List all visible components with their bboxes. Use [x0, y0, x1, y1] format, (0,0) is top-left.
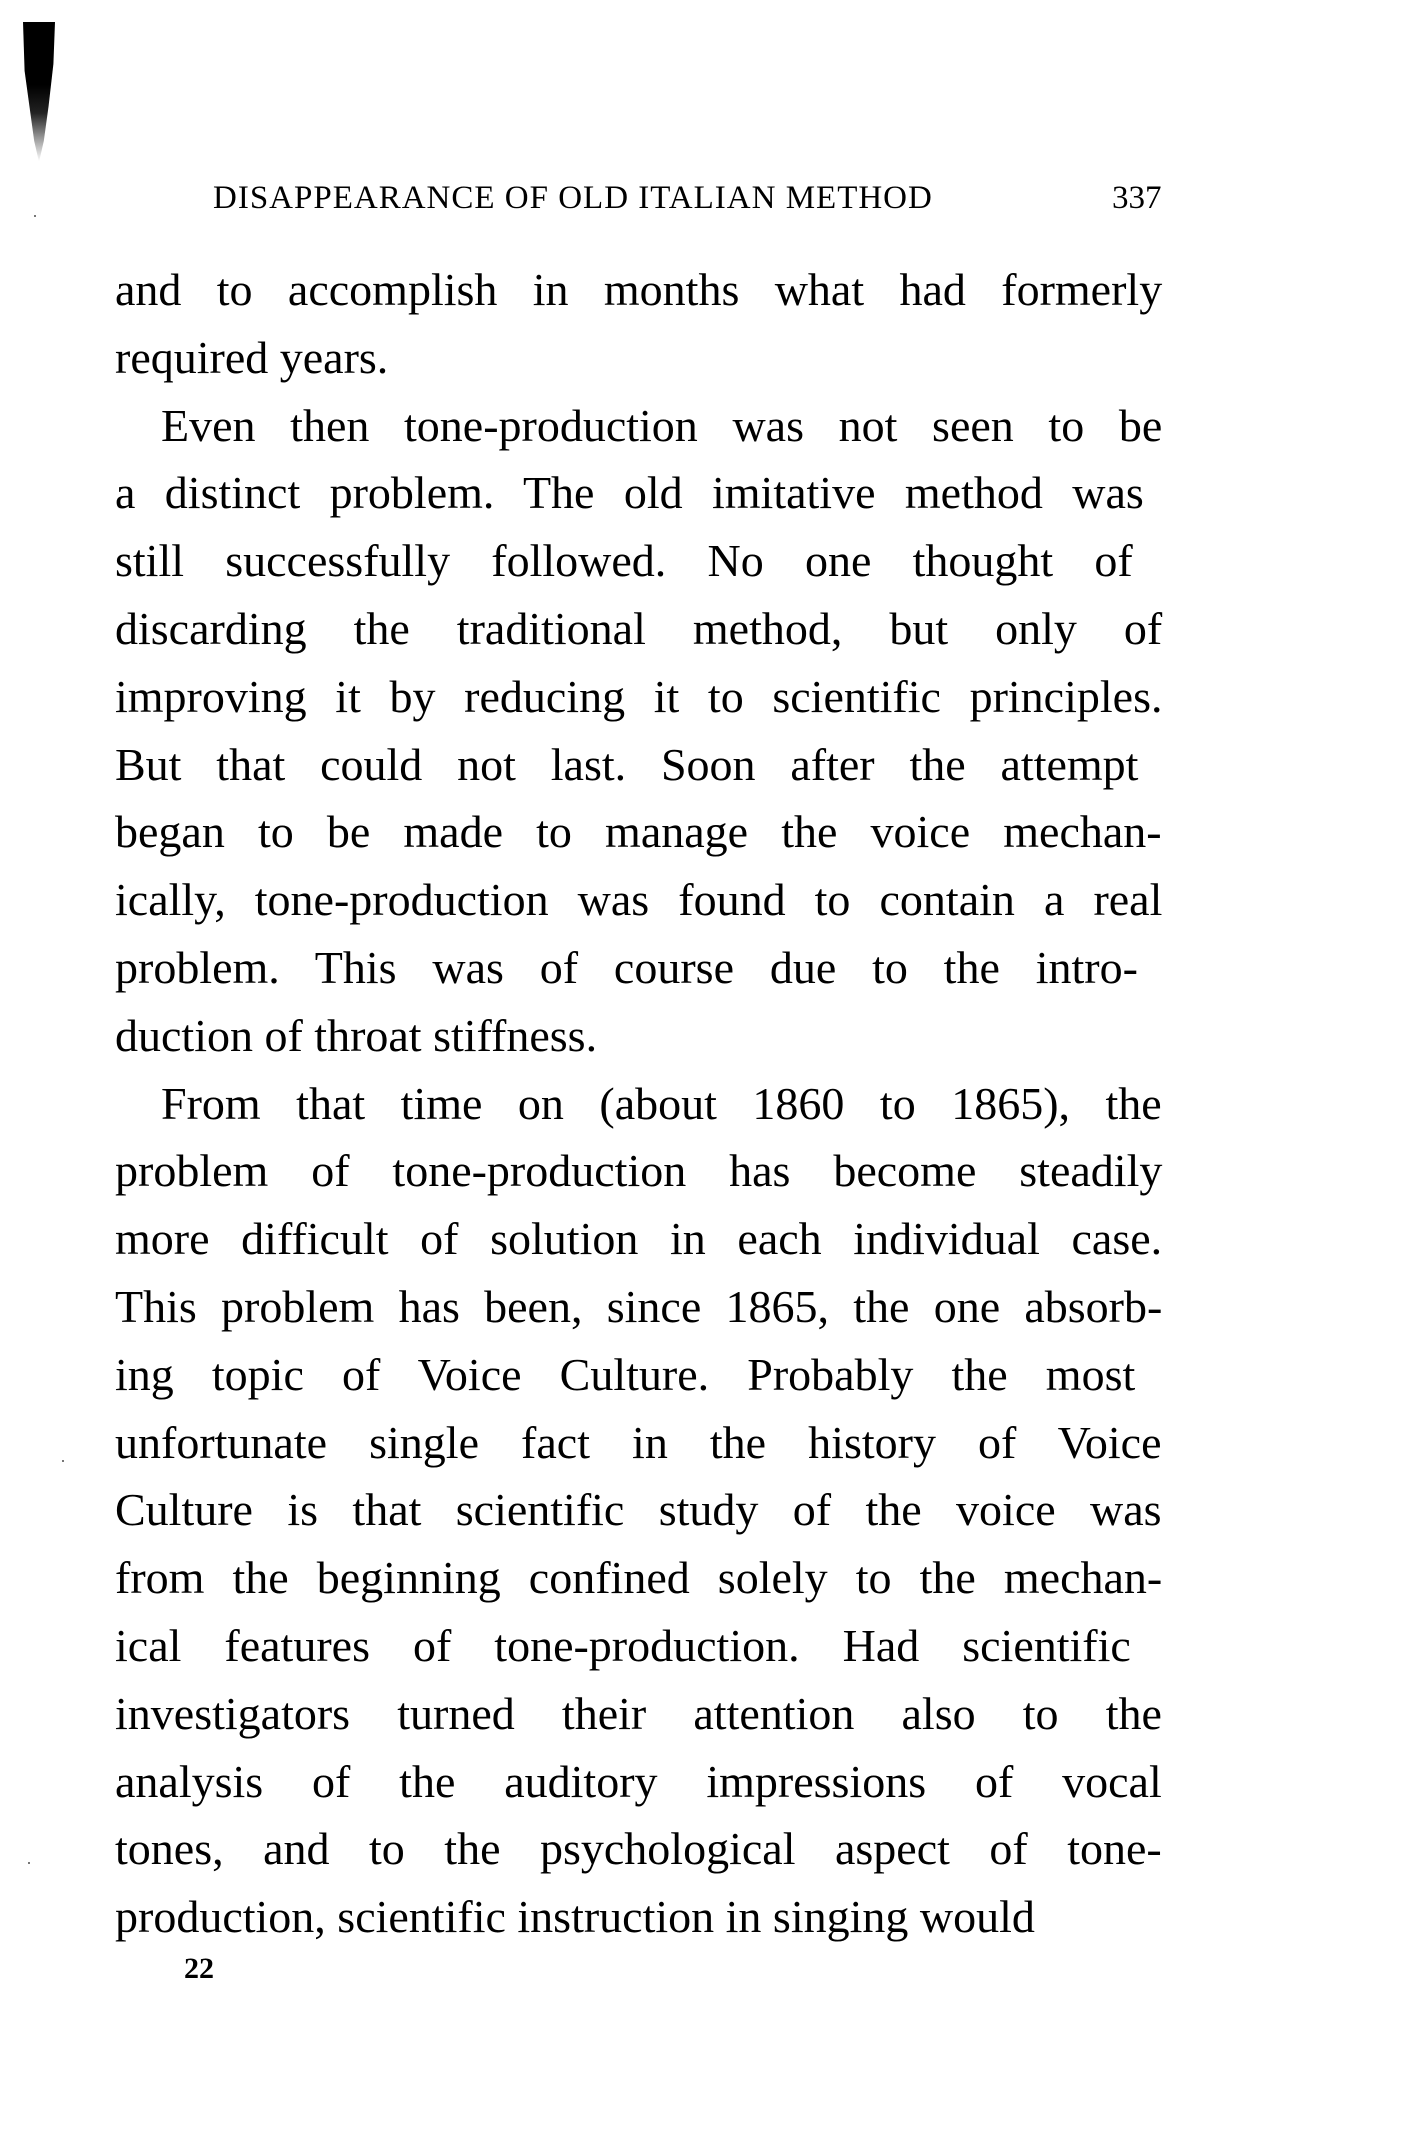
- page-number: 337: [1112, 180, 1162, 216]
- text-line: from the beginning confined solely to the mechan-: [115, 1552, 1163, 1604]
- margin-speck: [34, 215, 36, 217]
- text-line: ically, tone-production was found to contain a real: [115, 874, 1163, 926]
- text-line: a distinct problem. The old imitative method was: [115, 467, 1144, 519]
- text-line: This problem has been, since 1865, the one absorb-: [115, 1281, 1163, 1332]
- text-line: investigators turned their attention also to the: [115, 1687, 1162, 1739]
- text-line: required years.: [115, 331, 389, 383]
- text-line: problem. This was of course due to the intro-: [115, 942, 1138, 993]
- text-line: improving it by reducing it to scientific principles.: [115, 670, 1163, 722]
- text-line: more difficult of solution in each individual case.: [115, 1213, 1163, 1265]
- text-line: analysis of the auditory impressions of vocal: [115, 1755, 1162, 1807]
- text-line: production, scientific instruction in singing would: [115, 1891, 1035, 1943]
- signature-mark: 22: [184, 1952, 214, 1985]
- binding-ink-mark: [23, 22, 55, 162]
- text-line: unfortunate single fact in the history of Voice: [115, 1416, 1162, 1468]
- text-line: began to be made to manage the voice mechan-: [115, 806, 1162, 858]
- text-line: and to accomplish in months what had formerly: [115, 264, 1163, 315]
- text-line: duction of throat stiffness.: [115, 1009, 598, 1061]
- text-line: But that could not last. Soon after the attempt: [115, 738, 1139, 790]
- text-line: Even then tone-production was not seen to be: [161, 399, 1163, 451]
- text-line: Culture is that scientific study of the voice was: [115, 1484, 1162, 1536]
- body-text: [115, 0, 1162, 2149]
- text-line: ing topic of Voice Culture. Probably the most: [115, 1348, 1136, 1400]
- margin-speck: [28, 1862, 30, 1864]
- text-line: discarding the traditional method, but only of: [115, 603, 1163, 654]
- margin-speck: [62, 1460, 64, 1462]
- running-head: DISAPPEARANCE OF OLD ITALIAN METHOD: [213, 180, 933, 216]
- text-line: tones, and to the psychological aspect of tone-: [115, 1823, 1162, 1875]
- text-line: ical features of tone-production. Had scientific: [115, 1620, 1131, 1671]
- text-line: problem of tone-production has become steadily: [115, 1145, 1163, 1197]
- text-line: still successfully followed. No one thought of: [115, 535, 1133, 587]
- text-line: From that time on (about 1860 to 1865), the: [161, 1077, 1162, 1129]
